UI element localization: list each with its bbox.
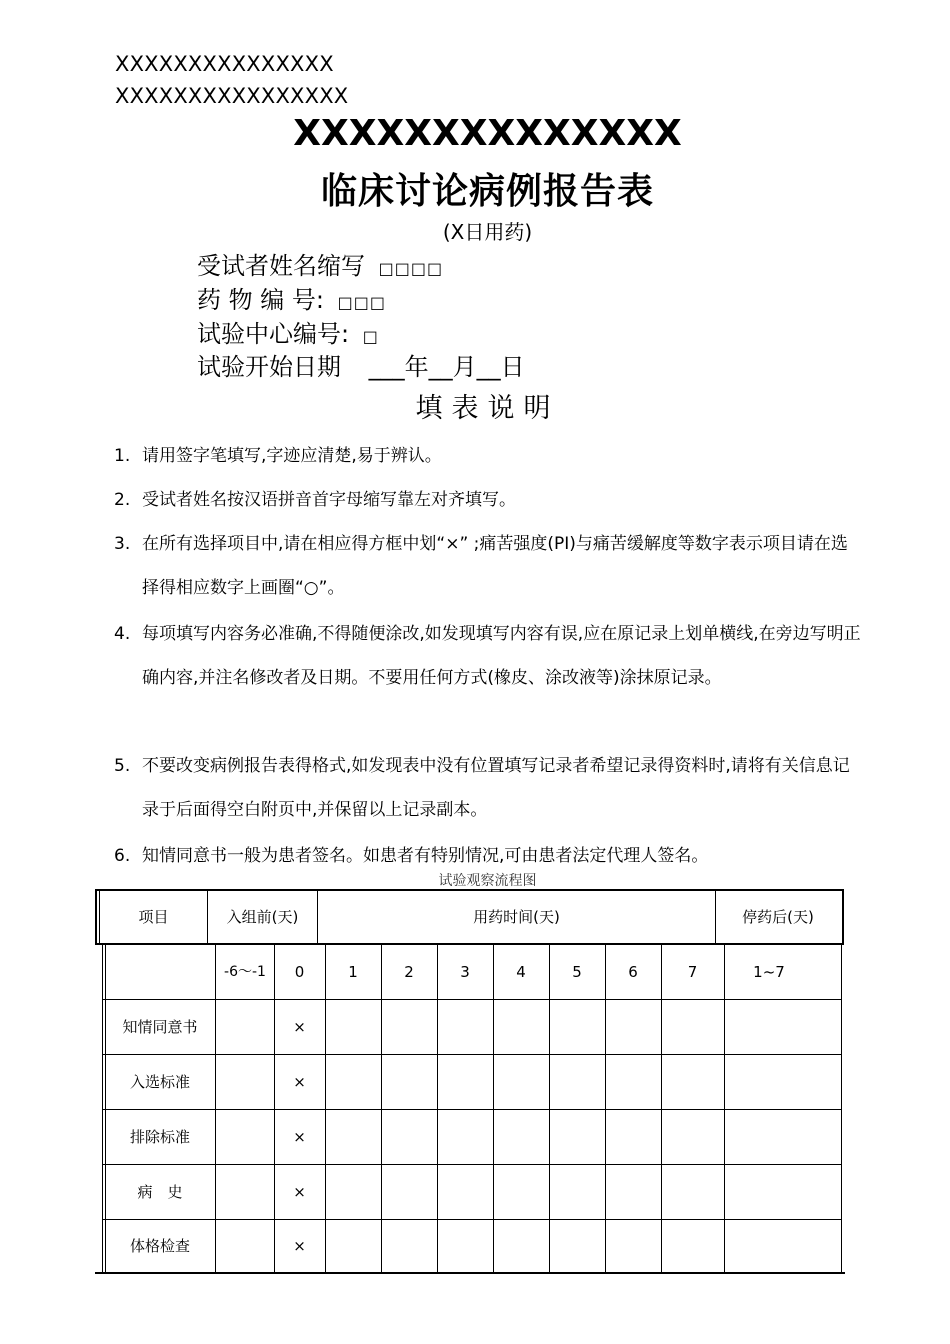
center-number-field [197, 314, 379, 349]
row-mark[interactable]: × [293, 1236, 306, 1255]
subheader-cell: 2 [404, 962, 414, 981]
page-subtitle: (X日用药) [442, 220, 533, 244]
instruction-text: 受试者姓名按汉语拼音首字母缩写靠左对齐填写。 [142, 490, 516, 510]
title-line-1: XXXXXXXXXXXXXX [293, 113, 682, 154]
instruction-number: 5. [114, 756, 131, 776]
instruction-item [114, 744, 864, 832]
table-divider [215, 944, 216, 1272]
subheader-cell: 1~7 [753, 962, 785, 981]
start-date-field [197, 347, 525, 382]
subheader-cell: 4 [516, 962, 526, 981]
subheader-cell: 1 [348, 962, 358, 981]
row-label: 知情同意书 [122, 1017, 198, 1036]
subheader-cell [105, 944, 215, 999]
header-dosing: 用药时间(天) [473, 908, 560, 926]
instruction-number: 1. [114, 446, 131, 466]
subheader-cell: 3 [460, 962, 470, 981]
header-post: 停药后(天) [742, 908, 814, 926]
subheader-cell: 5 [572, 962, 582, 981]
instruction-item [114, 478, 864, 522]
center-number-label: 试验中心编号: [197, 320, 350, 348]
instruction-text: 请用签字笔填写,字迹应清楚,易于辨认。 [142, 446, 442, 466]
instruction-text: 不要改变病例报告表得格式,如发现表中没有位置填写记录者希望记录得资料时,请将有关信息记录于后面得空白附页中,并保留以上记录副本。 [142, 756, 850, 820]
start-date-value[interactable]: ___年__月__日 [368, 353, 525, 381]
instruction-text: 知情同意书一般为患者签名。如患者有特别情况,可由患者法定代理人签名。 [142, 846, 709, 866]
header-line-1: XXXXXXXXXXXXXXX [115, 52, 334, 76]
instruction-number: 4. [114, 624, 131, 644]
subheader-cell: -6～-1 [224, 963, 266, 980]
row-label: 入选标准 [129, 1072, 190, 1091]
instruction-item [114, 522, 864, 610]
subject-name-field [197, 246, 443, 281]
row-label: 排除标准 [129, 1127, 190, 1146]
row-label: 病 史 [137, 1182, 183, 1201]
row-mark[interactable]: × [293, 1182, 306, 1201]
table-divider [102, 944, 103, 1272]
instruction-number: 3. [114, 534, 131, 554]
start-date-label: 试验开始日期 [197, 353, 341, 381]
instruction-item [114, 612, 864, 700]
drug-number-field [197, 280, 386, 315]
center-number-boxes[interactable]: □ [362, 327, 379, 346]
instruction-number: 6. [114, 846, 131, 866]
table-divider [841, 944, 842, 1272]
drug-number-label: 药 物 编 号: [197, 286, 324, 314]
instruction-item [114, 434, 864, 478]
page-title: 临床讨论病例报告表 [320, 171, 654, 212]
table-caption: 试验观察流程图 [438, 873, 537, 889]
row-mark[interactable]: × [293, 1127, 306, 1146]
instructions-title: 填表说明 [415, 393, 560, 424]
subheader-cell: 0 [294, 962, 305, 981]
instruction-text: 在所有选择项目中,请在相应得方框中划“×” ;痛苦强度(PI)与痛苦缓解度等数字表示项目请在选择得相应数字上画圈“○”。 [142, 534, 848, 598]
instruction-number: 2. [114, 490, 131, 510]
table-divider [95, 1272, 845, 1274]
header-line-2: XXXXXXXXXXXXXXXX [115, 84, 349, 108]
row-mark[interactable]: × [293, 1017, 306, 1036]
drug-number-boxes[interactable]: □□□ [337, 293, 386, 312]
row-label: 体格检查 [129, 1236, 190, 1255]
instruction-text: 每项填写内容务必准确,不得随便涂改,如发现填写内容有误,应在原记录上划单横线,在旁边写明正确内容,并注名修改者及日期。不要用任何方式(橡皮、涂改液等)涂抹原记录。 [142, 624, 861, 688]
subject-name-boxes[interactable]: □□□□ [378, 259, 444, 278]
subject-name-label: 受试者姓名缩写 [197, 252, 365, 280]
row-mark[interactable]: × [293, 1072, 306, 1091]
header-pre: 入组前(天) [226, 908, 299, 926]
subheader-cell: 6 [628, 962, 638, 981]
header-item: 项目 [138, 908, 169, 926]
subheader-cell: 7 [687, 962, 698, 981]
